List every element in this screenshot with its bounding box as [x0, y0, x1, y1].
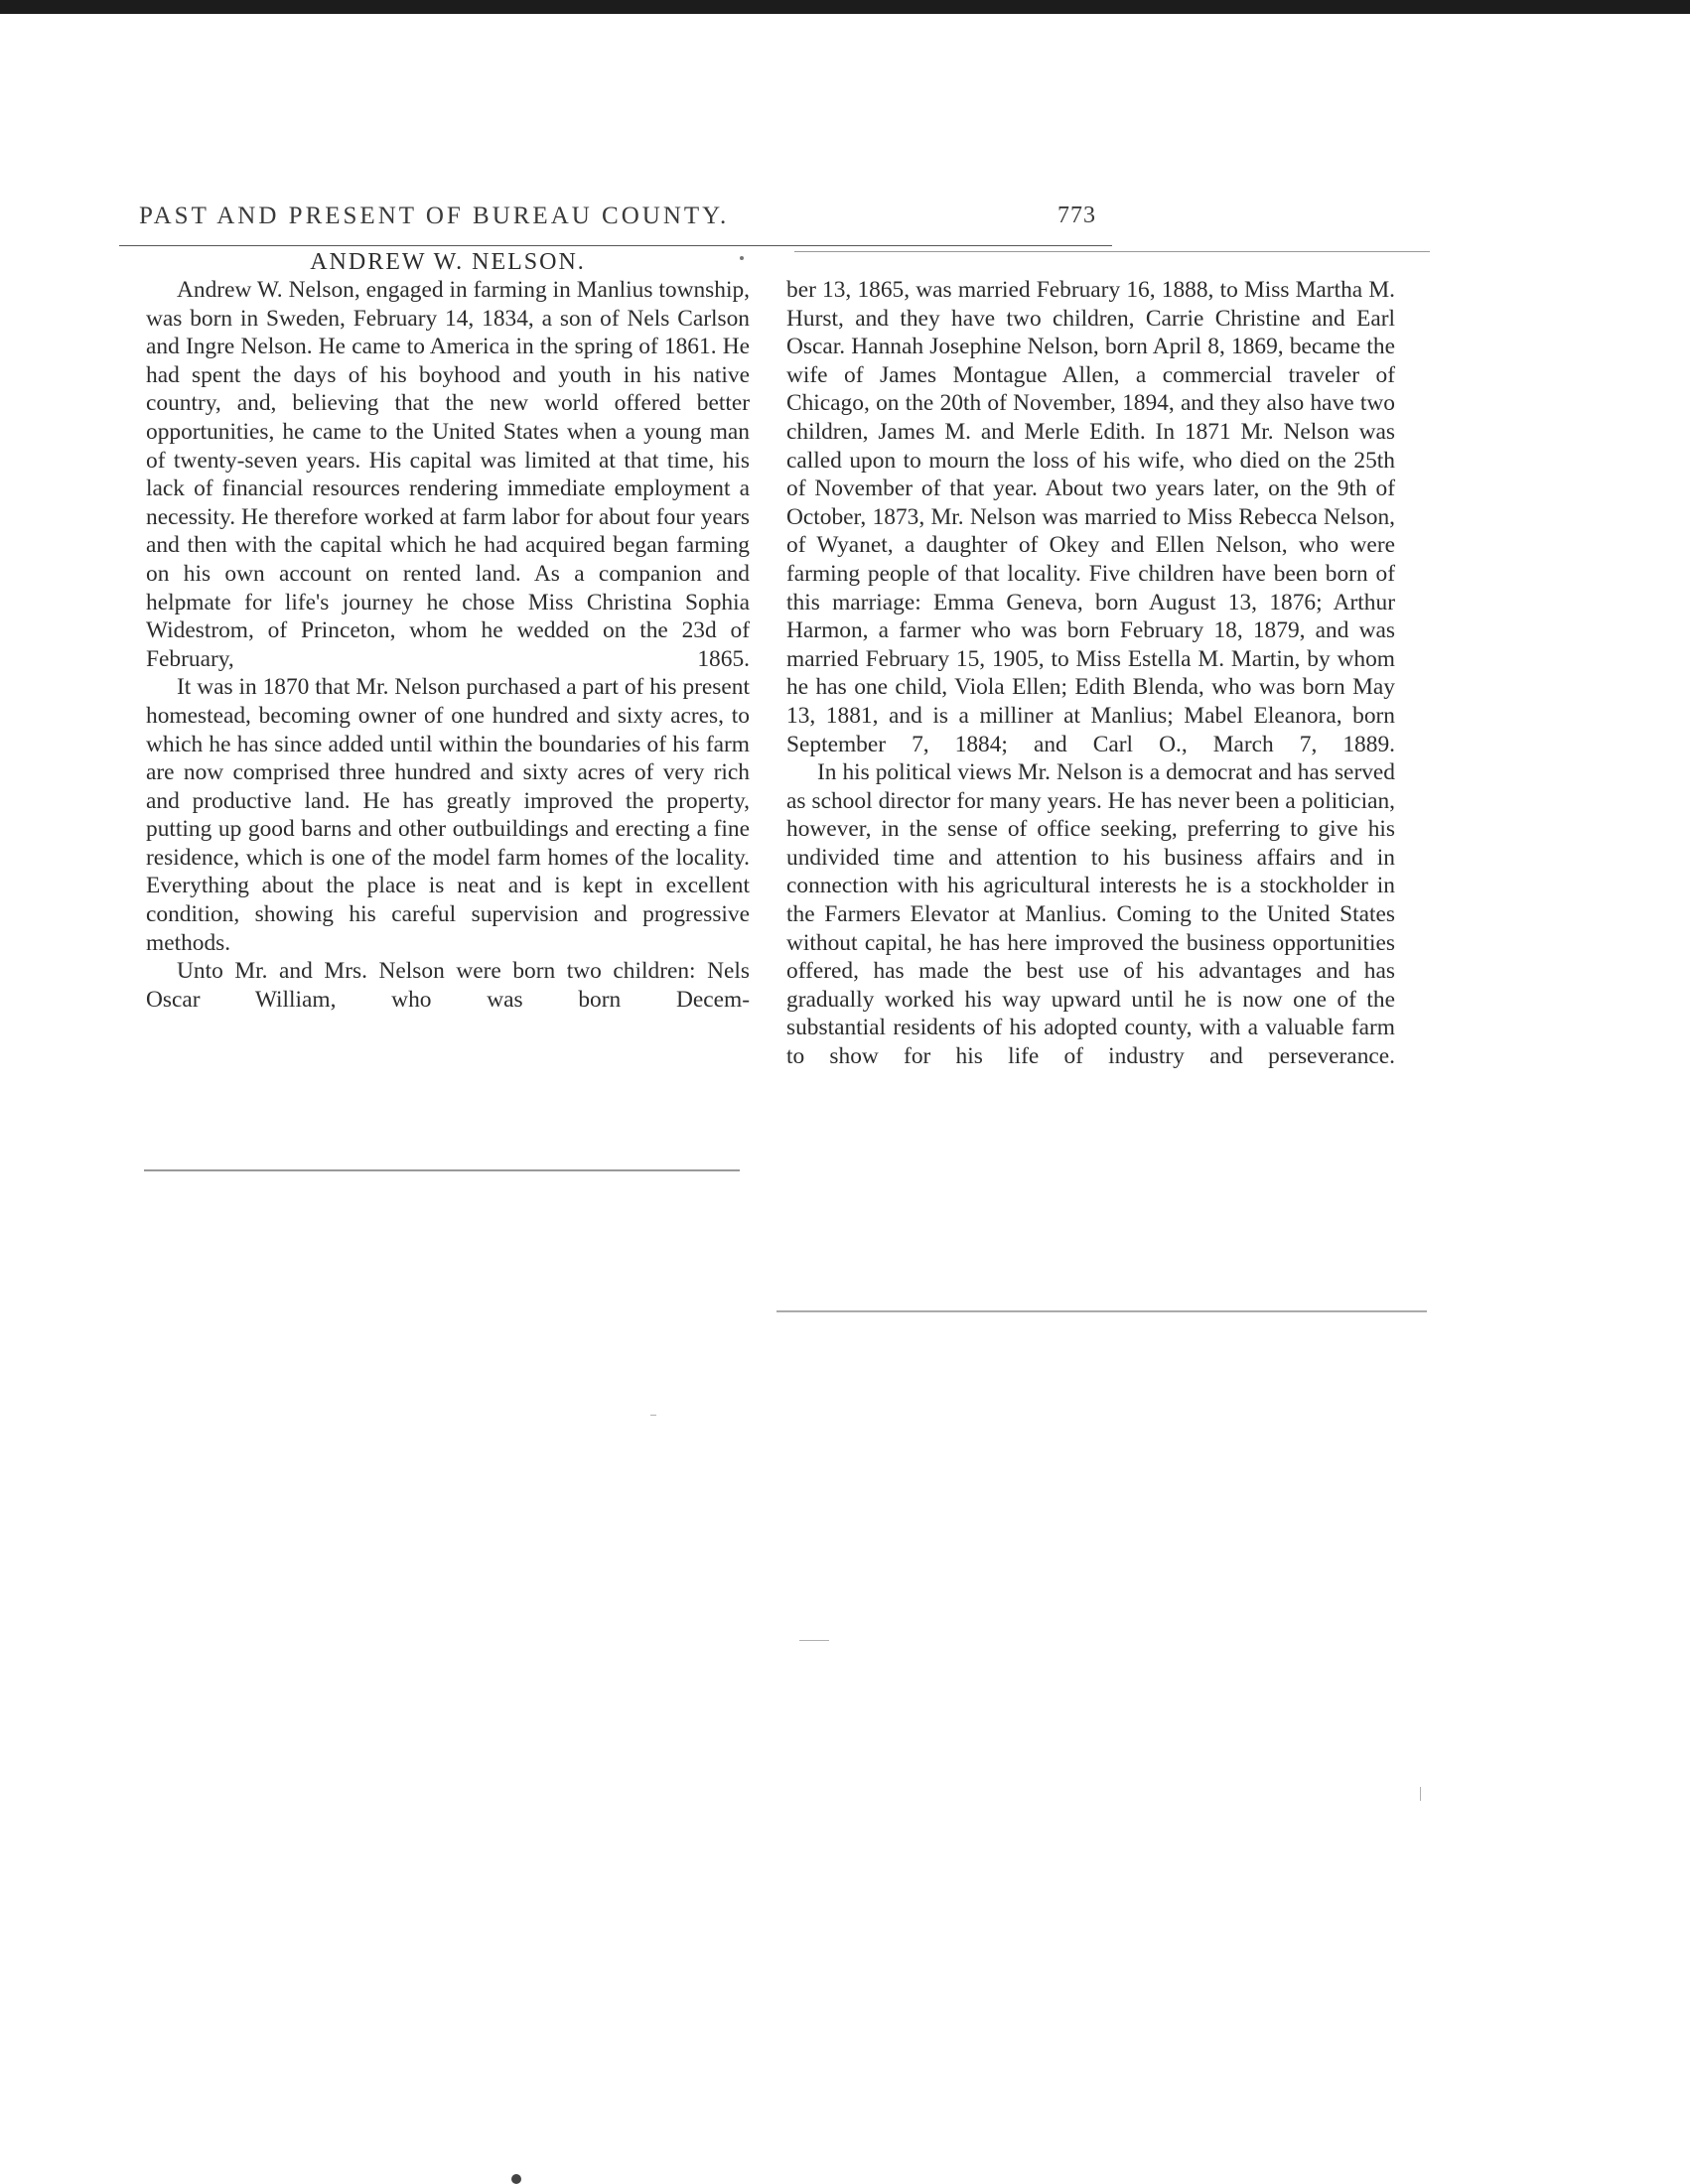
paragraph: It was in 1870 that Mr. Nelson purchased a part of his present homestead, becoming owner of one hundred and sixty acres, to which he has since added until within the boundaries of his farm are now comprised three hundred and sixty acres of very rich and productive land. He has greatly improved the property, putting up good barns and other outbuildings and erecting a fine residence, which is one of the model farm homes of the locality. Everything about the place is neat and is kept in excellent condition, showing his careful supervision and progressive methods.: [146, 674, 750, 956]
scan-speck: [1420, 1787, 1421, 1801]
header-rule: [119, 245, 1112, 246]
page-number: 773: [1057, 203, 1096, 228]
running-head: PAST AND PRESENT OF BUREAU COUNTY.: [139, 203, 730, 229]
article-column-right: [786, 276, 1395, 1071]
article-title: ANDREW W. NELSON.: [310, 249, 586, 275]
clipping-edge-left-bottom: [144, 1169, 740, 1171]
article-column-left: [146, 248, 750, 1014]
paragraph: Unto Mr. and Mrs. Nelson were born two children: Nels Oscar William, who was born Decem-: [146, 958, 750, 1013]
paragraph: Andrew W. Nelson, engaged in farming in Manlius township, was born in Sweden, February 14, 1834, a son of Nels Carlson and Ingre Nelson. He came to America in the spring of 1861. He had spent the days of his boyhood and youth in his native country, and, believing that the new world offered better opportunities, he came to the United States when a young man of twenty-seven years. His capital was limited at that time, his lack of financial resources rendering immediate employment a necessity. He therefore worked at farm labor for about four years and then with the capital which he had acquired began farming on his own account on rented land. As a companion and helpmate for life's journey he chose Miss Christina Sophia Widestrom, of Princeton, whom he wedded on the 23d of February, 1865.: [146, 277, 750, 672]
paragraph: ber 13, 1865, was married February 16, 1888, to Miss Martha M. Hurst, and they have two children, Carrie Christine and Earl Oscar. Hannah Josephine Nelson, born April 8, 1869, became the wife of James Montague Allen, a commercial traveler of Chicago, on the 20th of November, 1894, and they also have two children, James M. and Merle Edith. In 1871 Mr. Nelson was called upon to mourn the loss of his wife, who died on the 25th of November of that year. About two years later, on the 9th of October, 1873, Mr. Nelson was married to Miss Rebecca Nelson, of Wyanet, a daughter of Okey and Ellen Nelson, who were farming people of that locality. Five children have been born of this marriage: Emma Geneva, born August 13, 1876; Arthur Harmon, a farmer who was born February 18, 1879, and was married February 15, 1905, to Miss Estella M. Martin, by whom he has one child, Viola Ellen; Edith Blenda, who was born May 13, 1881, and is a milliner at Manlius; Mabel Eleanora, born September 7, 1884; and Carl O., March 7, 1889.: [786, 277, 1395, 757]
page-header: [139, 203, 1127, 238]
clipping-edge-right-bottom: [776, 1310, 1427, 1312]
scan-speck: [511, 2174, 521, 2184]
clipping-edge-right-top: [794, 251, 1430, 252]
scan-top-border: [0, 0, 1690, 14]
scan-speck: [799, 1640, 829, 1641]
scan-speck: [650, 1415, 656, 1416]
paragraph: In his political views Mr. Nelson is a democrat and has served as school director for many years. He has never been a politician, however, in the sense of office seeking, preferring to give his undivided time and attention to his business affairs and in connection with his agricultural interests he is a stockholder in the Farmers Elevator at Manlius. Coming to the United States without capital, he has here improved the business opportunities offered, has made the best use of his advantages and has gradually worked his way upward until he is now one of the substantial residents of his adopted county, with a valuable farm to show for his life of industry and perseverance.: [786, 759, 1395, 1070]
